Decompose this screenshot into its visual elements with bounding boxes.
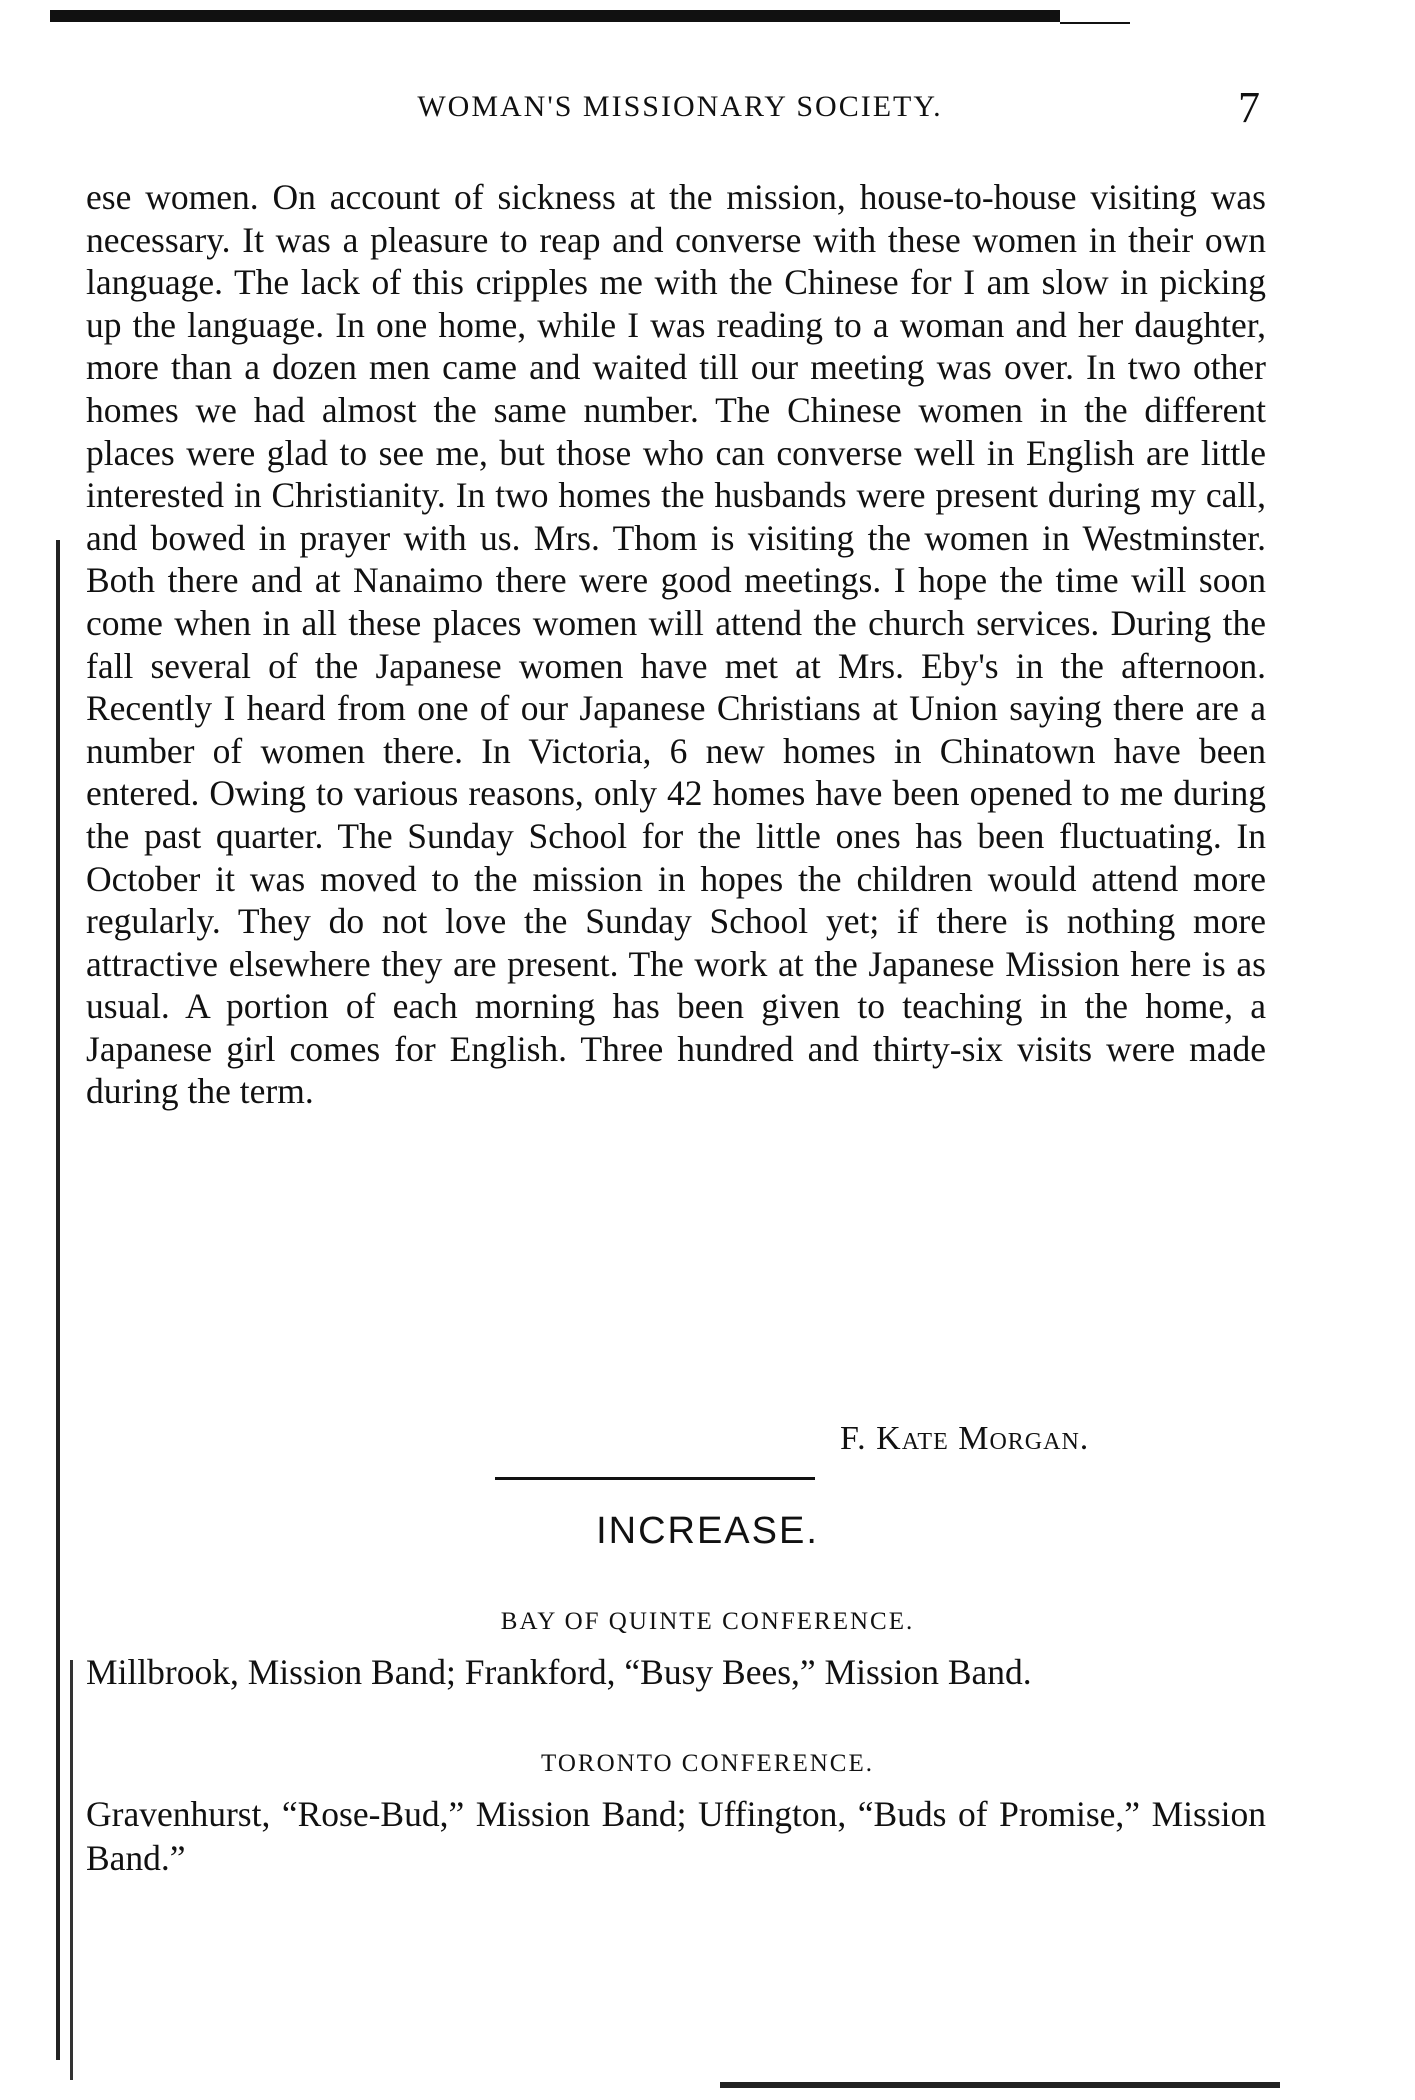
- top-rule: [50, 10, 1060, 22]
- body-paragraph: ese women. On account of sickness at the mission, house-to-house visiting was necessary. It was a pleasure to reap and converse with these women in their own language. The lack of this cripples me with the Chinese for I am slow in picking up the language. In one home, while I was reading to a woman and her daughter, more than a dozen men came and waited till our meeting was over. In two other homes we had almost the same number. The Chinese women in the different places were glad to see me, but those who can converse well in English are little interested in Christianity. In two homes the husbands were present during my call, and bowed in prayer with us. Mrs. Thom is visiting the women in Westminster. Both there and at Nanaimo there were good meetings. I hope the time will soon come when in all these places women will attend the church services. During the fall several of the Japanese women have met at Mrs. Eby's in the afternoon. Recently I heard from one of our Japanese Christians at Union saying there are a number of women there. In Victoria, 6 new homes in Chinatown have been entered. Owing to various reasons, only 42 homes have been opened to me during the past quarter. The Sunday School for the little ones has been fluctuating. In October it was moved to the mission in hopes the children would attend more regularly. They do not love the Sunday School yet; if there is nothing more attractive elsewhere they are present. The work at the Japanese Mission here is as usual. A portion of each morning has been given to teaching in the home, a Japanese girl comes for English. Three hundred and thirty-six visits were made during the term.: [86, 177, 1266, 1112]
- conference-heading-toronto: TORONTO CONFERENCE.: [541, 1750, 874, 1777]
- left-margin-bar: [56, 540, 60, 2060]
- page-number: 7: [1238, 83, 1260, 132]
- section-divider: [495, 1477, 815, 1480]
- left-margin-bar-inner: [70, 1660, 73, 2080]
- top-rule-thin: [1060, 22, 1130, 24]
- section-title: INCREASE.: [596, 1510, 819, 1552]
- signature: F. Kate Morgan.: [840, 1420, 1090, 1457]
- conference-text-bay-of-quinte: Millbrook, Mission Band; Frankford, “Busy Bees,” Mission Band.: [86, 1652, 1032, 1692]
- header-title: WOMAN'S MISSIONARY SOCIETY.: [417, 90, 943, 123]
- running-header: [80, 82, 1280, 132]
- conference-text-toronto: Gravenhurst, “Rose-Bud,” Mission Band; Uffington, “Buds of Promise,” Mission Band.”: [86, 1794, 1266, 1878]
- conference-heading-bay-of-quinte: BAY OF QUINTE CONFERENCE.: [500, 1608, 915, 1635]
- bottom-rule: [720, 2082, 1280, 2088]
